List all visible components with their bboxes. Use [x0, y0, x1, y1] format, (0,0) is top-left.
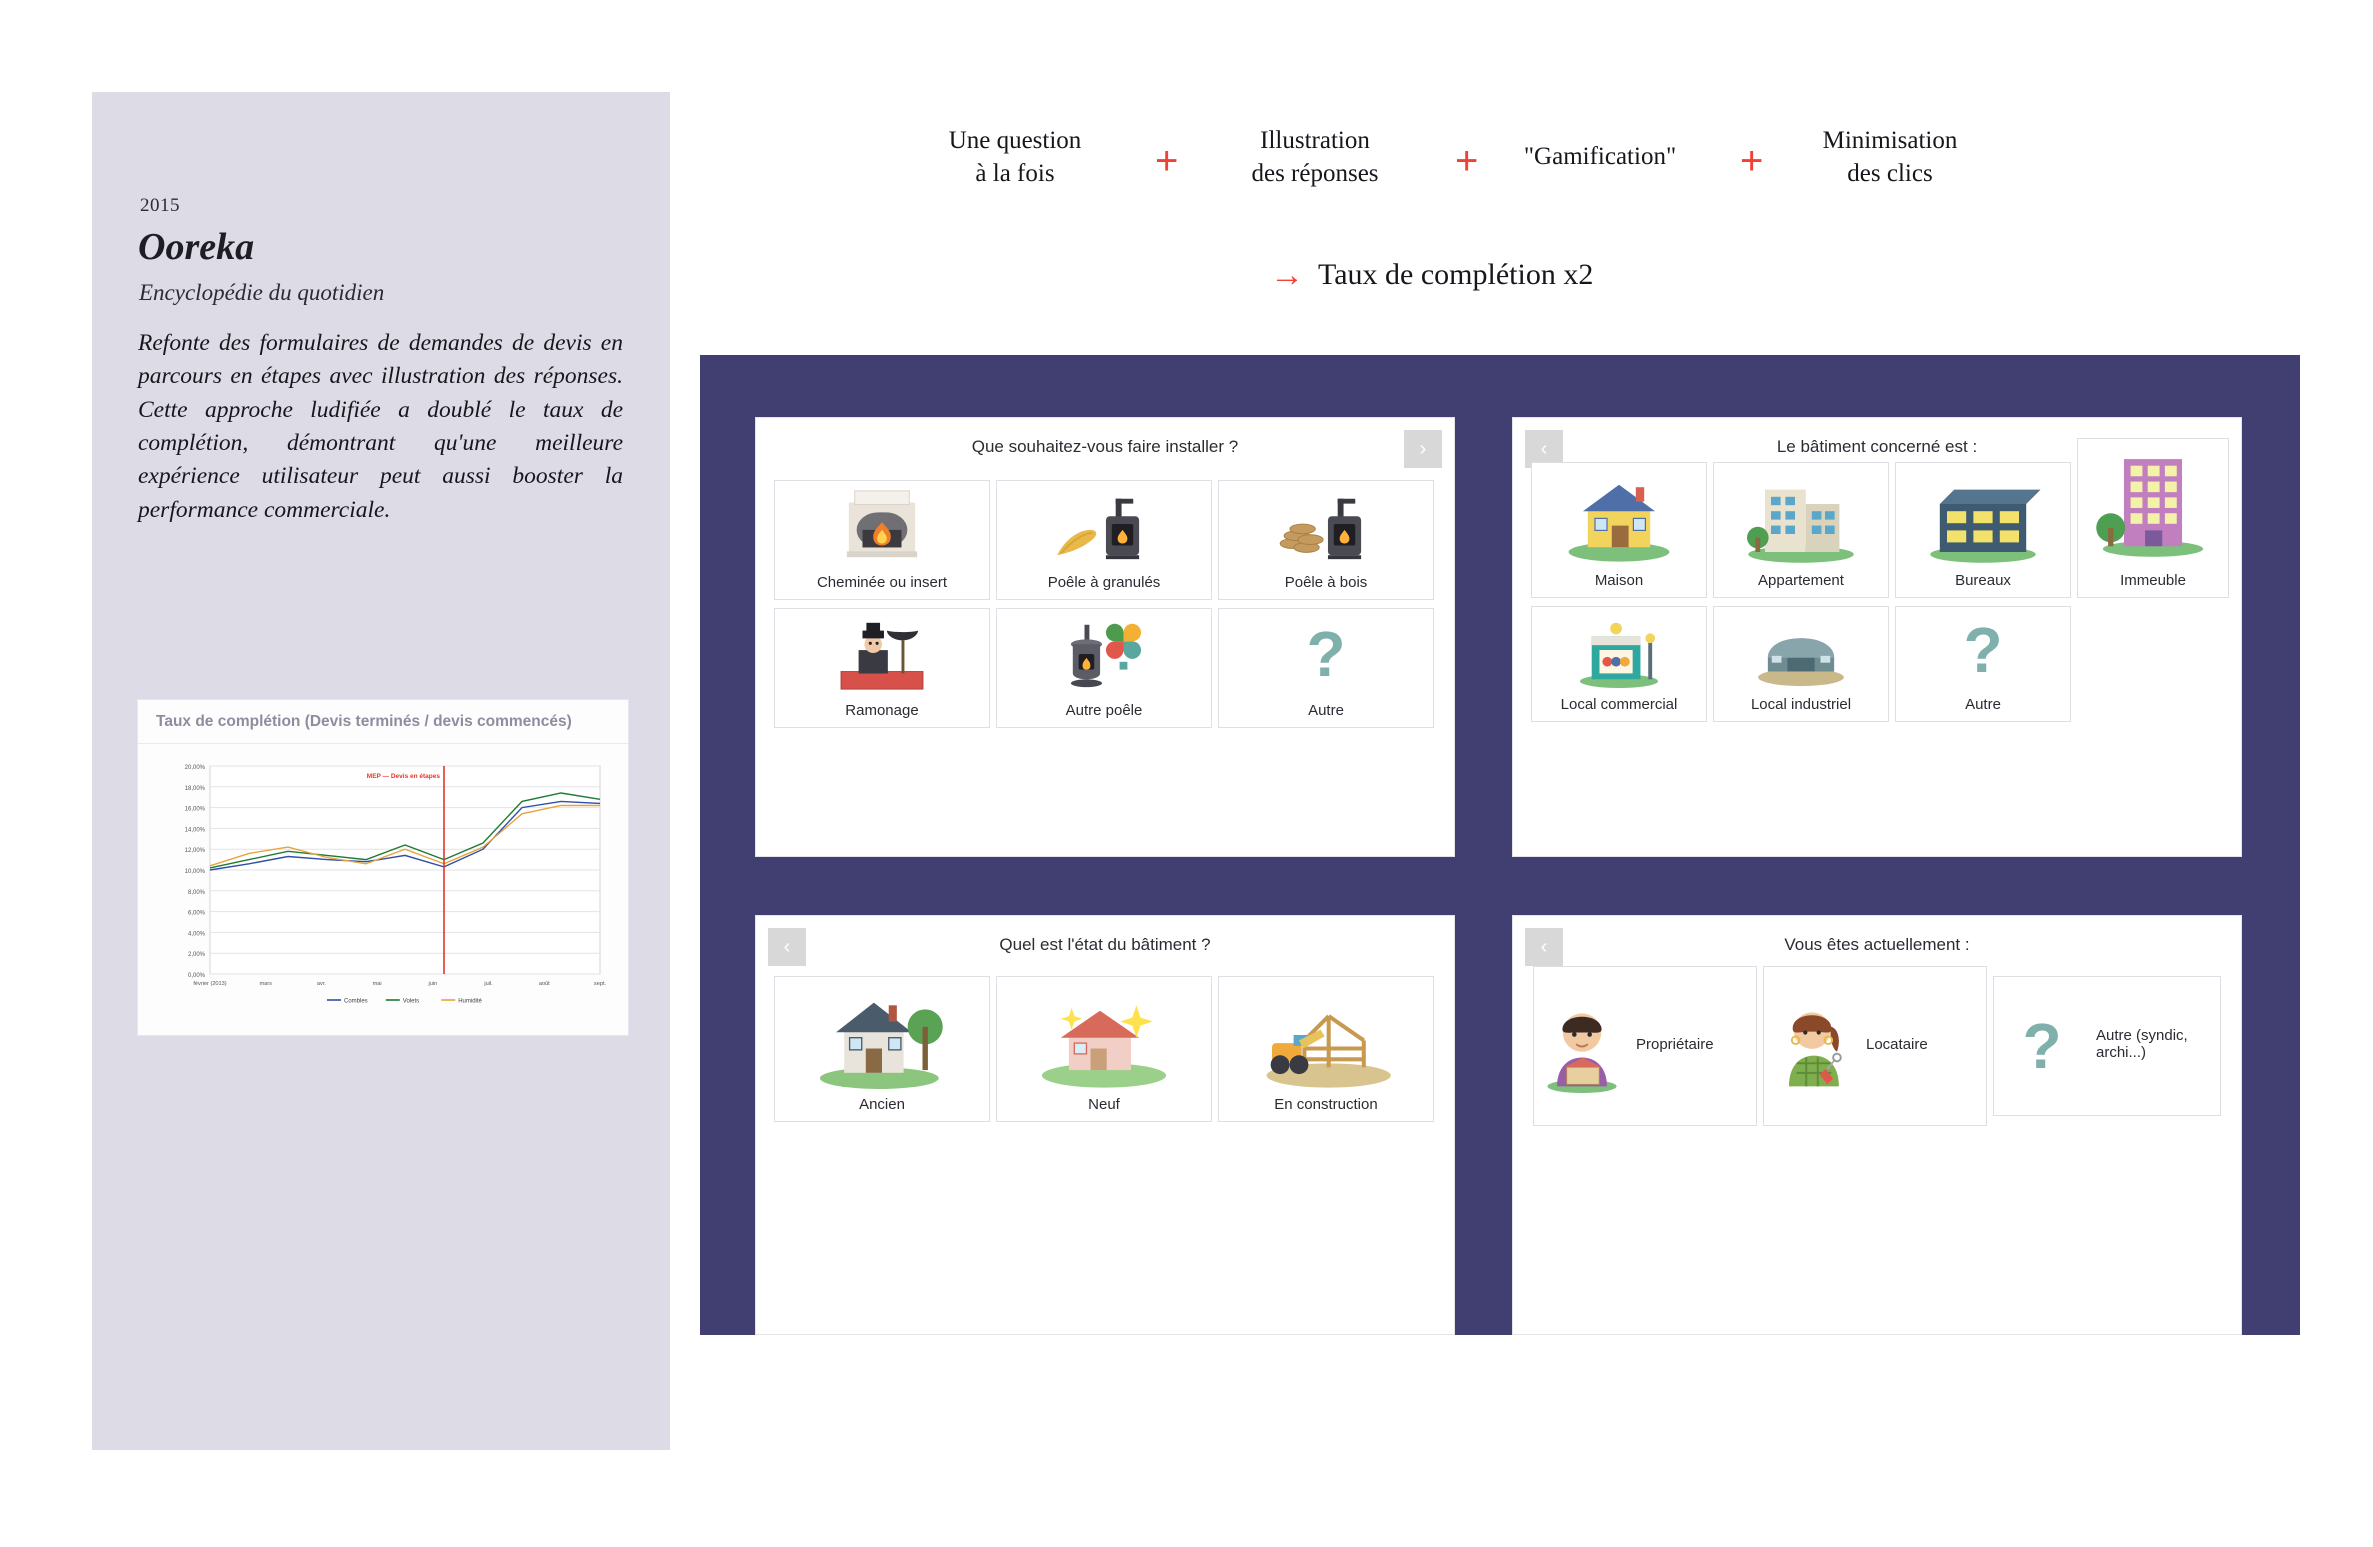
- svg-text:20,00%: 20,00%: [184, 765, 205, 771]
- question-icon: ?: [1306, 617, 1346, 690]
- office-icon: [1896, 463, 2070, 568]
- svg-text:14,00%: 14,00%: [184, 827, 205, 834]
- svg-text:Volets: Volets: [402, 998, 420, 1005]
- chart-plot-area: [152, 756, 614, 1016]
- formula-plus-2: +: [1740, 139, 1764, 183]
- answer-option[interactable]: [774, 480, 990, 600]
- svg-text:16,00%: 16,00%: [184, 806, 205, 813]
- svg-text:12,00%: 12,00%: [184, 848, 205, 855]
- fireplace-icon: [775, 481, 989, 570]
- svg-text:mai: mai: [372, 981, 382, 987]
- svg-text:août: août: [538, 981, 550, 987]
- new-house-icon: [997, 977, 1211, 1092]
- value-formula: [900, 125, 2000, 195]
- answer-option[interactable]: [2077, 438, 2229, 598]
- answer-option[interactable]: [1713, 606, 1889, 722]
- svg-text:mars: mars: [259, 981, 272, 987]
- answer-label: Immeuble: [2120, 572, 2186, 589]
- question-text: Le bâtiment concerné est :: [1776, 437, 1978, 456]
- svg-text:2,00%: 2,00%: [187, 952, 205, 959]
- answer-label: Locataire: [1866, 1035, 1928, 1053]
- answer-option[interactable]: [1895, 462, 2071, 598]
- answer-option[interactable]: [996, 608, 1212, 728]
- answer-option[interactable]: [774, 608, 990, 728]
- svg-text:10,00%: 10,00%: [184, 869, 205, 875]
- screens-showcase-panel: [700, 355, 2300, 1335]
- answer-option[interactable]: [1218, 608, 1434, 728]
- question-icon: ?: [1963, 613, 2003, 686]
- answer-option[interactable]: [1218, 976, 1434, 1122]
- apartment-icon: [1714, 463, 1888, 568]
- svg-text:Humidité: Humidité: [458, 998, 482, 1005]
- answer-option[interactable]: [996, 480, 1212, 600]
- tenant-icon: [1764, 967, 1860, 1125]
- card-installation: [755, 417, 1455, 857]
- construction-icon: [1219, 977, 1433, 1092]
- answer-label: Propriétaire: [1636, 1035, 1714, 1053]
- answer-label: Local industriel: [1750, 696, 1852, 713]
- answer-label: Bureaux: [1955, 572, 2011, 589]
- answer-option[interactable]: [1218, 480, 1434, 600]
- case-study-sidebar: [92, 92, 670, 1450]
- question-text: Quel est l'état du bâtiment ?: [999, 935, 1211, 954]
- completion-rate-chart-card: [138, 700, 628, 1035]
- svg-text:Combles: Combles: [344, 998, 368, 1005]
- answer-option[interactable]: [1713, 462, 1889, 598]
- arrow-right-icon: →: [1270, 256, 1304, 294]
- formula-item-3: Minimisation des clics: [1822, 127, 1958, 187]
- formula-item-1: Illustration des réponses: [1251, 127, 1379, 187]
- svg-text:MEP — Devis en étapes: MEP — Devis en étapes: [366, 773, 440, 780]
- answer-option[interactable]: [774, 976, 990, 1122]
- owner-icon: [1534, 967, 1630, 1125]
- svg-text:juin: juin: [428, 981, 438, 987]
- line-chart: [152, 756, 614, 1014]
- svg-text:avr.: avr.: [316, 981, 326, 987]
- year-label: 2015: [140, 195, 180, 216]
- answer-label: Ancien: [859, 1096, 905, 1113]
- question-icon: ?: [2022, 1010, 2062, 1082]
- answer-option[interactable]: [1993, 976, 2221, 1116]
- answer-label: En construction: [1274, 1096, 1378, 1113]
- chimney-sweep-icon: [775, 609, 989, 698]
- question-text: Vous êtes actuellement :: [1784, 935, 1970, 954]
- answer-label: Autre (syndic, archi...): [2096, 1027, 2188, 1061]
- answer-option[interactable]: [1531, 462, 1707, 598]
- card-header: [756, 418, 1454, 476]
- answer-label: Local commercial: [1560, 696, 1678, 713]
- svg-text:février (2013): février (2013): [193, 981, 227, 987]
- result-line: [1270, 258, 1593, 292]
- formula-item-2: "Gamification": [1523, 143, 1677, 170]
- answer-option[interactable]: [1763, 966, 1987, 1126]
- pellet-stove-icon: [997, 481, 1211, 570]
- formula-plus-1: +: [1455, 139, 1479, 183]
- next-step-button[interactable]: ›: [1404, 430, 1442, 468]
- svg-text:0,00%: 0,00%: [187, 973, 205, 979]
- svg-text:juil.: juil.: [484, 981, 493, 987]
- svg-text:8,00%: 8,00%: [187, 889, 205, 896]
- answer-option[interactable]: [1531, 606, 1707, 722]
- answer-label: Poêle à granulés: [1047, 574, 1161, 591]
- formula-item-0: Une question à la fois: [948, 127, 1082, 187]
- house-icon: [1532, 463, 1706, 568]
- svg-text:sept.: sept.: [593, 981, 607, 987]
- result-text: Taux de complétion x2: [1318, 258, 1594, 291]
- prev-step-button[interactable]: ‹: [1525, 430, 1563, 468]
- case-study-description: Refonte des formulaires de demandes de devis en parcours en étapes avec illustration des réponses. Cette approche ludifiée a doublé le taux de complétion, démontrant qu'une meilleure expérience utilisateur peut aussi booster la performance commerciale.: [138, 330, 623, 523]
- old-house-icon: [775, 977, 989, 1092]
- card-header: [756, 916, 1454, 974]
- answer-label: Autre: [1308, 702, 1344, 719]
- answer-option[interactable]: [996, 976, 1212, 1122]
- card-role: [1512, 915, 2242, 1335]
- answer-label: Appartement: [1758, 572, 1844, 589]
- answer-label: Autre: [1965, 696, 2001, 713]
- prev-step-button[interactable]: ‹: [768, 928, 806, 966]
- warehouse-icon: [1714, 607, 1888, 692]
- chart-title: Taux de complétion (Devis terminés / devis commencés): [138, 700, 628, 744]
- answer-label: Autre poêle: [1065, 702, 1143, 719]
- shop-icon: [1532, 607, 1706, 692]
- page-subtitle: Encyclopédie du quotidien: [139, 280, 385, 305]
- answer-label: Poêle à bois: [1284, 574, 1368, 591]
- page-title: Ooreka: [138, 226, 255, 268]
- answer-option[interactable]: [1533, 966, 1757, 1126]
- prev-step-button[interactable]: ‹: [1525, 928, 1563, 966]
- other-stove-icon: [997, 609, 1211, 698]
- svg-text:4,00%: 4,00%: [187, 931, 205, 938]
- answer-option[interactable]: [1895, 606, 2071, 722]
- svg-text:18,00%: 18,00%: [184, 785, 205, 792]
- card-state: [755, 915, 1455, 1335]
- building-icon: [2078, 439, 2228, 568]
- answer-label: Neuf: [1088, 1096, 1120, 1113]
- answer-label: Maison: [1594, 572, 1644, 589]
- svg-text:6,00%: 6,00%: [187, 910, 205, 917]
- wood-stove-icon: [1219, 481, 1433, 570]
- answer-label: Ramonage: [845, 702, 919, 719]
- question-text: Que souhaitez-vous faire installer ?: [971, 437, 1239, 456]
- answer-label: Cheminée ou insert: [816, 574, 948, 591]
- card-building: [1512, 417, 2242, 857]
- formula-plus-0: +: [1155, 139, 1179, 183]
